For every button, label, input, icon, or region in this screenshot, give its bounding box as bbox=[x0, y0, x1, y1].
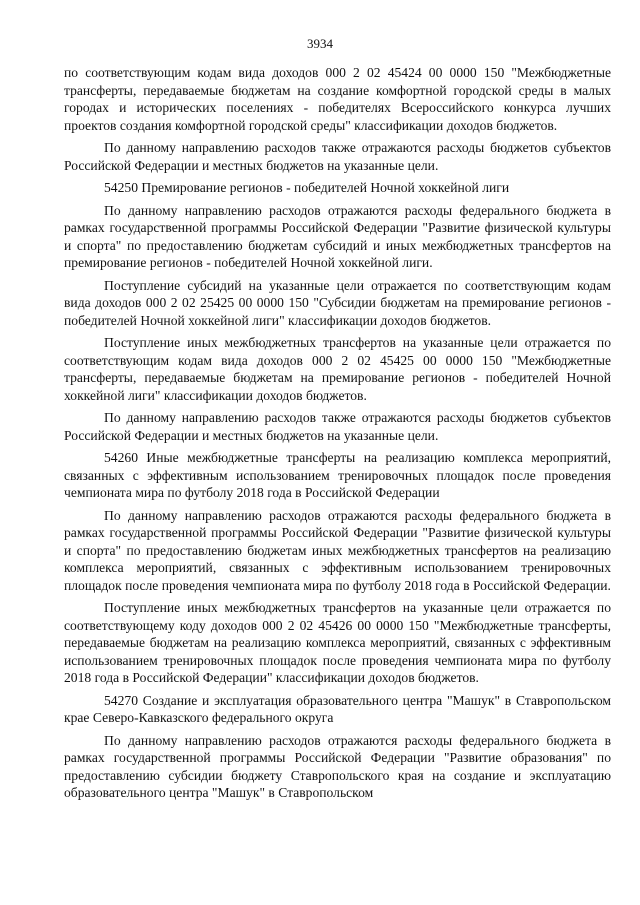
page-number: 3934 bbox=[307, 36, 333, 51]
paragraph-1: по соответствующим кодам вида доходов 000 2 02 45424 00 0000 150 "Межбюджетные трансферты, передаваемые бюджетам на создание комфортной городской среды в малых городах и исторических поселениях - победителях Всероссийского конкурса лучших проектов создания комфортной городской среды" классификации доходов бюджетов. bbox=[64, 65, 611, 133]
paragraph-9: По данному направлению расходов отражаются расходы федерального бюджета в рамках государственной программы Российской Федерации "Развитие физической культуры и спорта" по предоставлению бюджетам иных межбюджетных трансфертов на реализацию комплекса мероприятий, связанных с эффективным использованием тренировочных площадок после проведения чемпионата мира по футболу 2018 года в Российской Федерации. bbox=[64, 507, 611, 593]
paragraph-6: Поступление иных межбюджетных трансфертов на указанные цели отражается по соответствующим кодам вида доходов 000 2 02 45425 00 0000 150 "Межбюджетные трансферты, передаваемые бюджетам на премирование регионов - победителей Ночной хоккейной лиги" классификации доходов бюджетов. bbox=[64, 335, 611, 403]
paragraph-2: По данному направлению расходов также отражаются расходы бюджетов субъектов Российской Федерации и местных бюджетов на указанные цели. bbox=[64, 140, 611, 173]
paragraph-4: По данному направлению расходов отражаются расходы федерального бюджета в рамках государственной программы Российской Федерации "Развитие физической культуры и спорта" по предоставлению бюджетам субсидий и иных межбюджетных трансфертов на премирование регионов - победителей Ночной хоккейной лиги. bbox=[64, 202, 611, 270]
section-heading-54270: 54270 Создание и эксплуатация образовательного центра "Машук" в Ставропольском крае Северо-Кавказского федерального округа bbox=[64, 692, 611, 725]
section-heading-54250: 54250 Премирование регионов - победителей Ночной хоккейной лиги bbox=[104, 180, 510, 195]
section-heading-54260: 54260 Иные межбюджетные трансферты на реализацию комплекса мероприятий, связанных с эффективным использованием тренировочных площадок после проведения чемпионата мира по футболу 2018 года в Российской Федерации bbox=[64, 450, 611, 500]
document-body bbox=[64, 64, 611, 807]
paragraph-5: Поступление субсидий на указанные цели отражается по соответствующим кодам вида доходов 000 2 02 25425 00 0000 150 "Субсидии бюджетам на премирование регионов - победителей Ночной хоккейной лиги" классификации доходов бюджетов. bbox=[64, 277, 611, 328]
paragraph-12: По данному направлению расходов отражаются расходы федерального бюджета в рамках государственной программы Российской Федерации "Развитие образования" по предоставлению субсидии бюджету Ставропольского края на создание и эксплуатацию образовательного центра "Машук" в Ставропольском bbox=[64, 732, 611, 800]
paragraph-7: По данному направлению расходов также отражаются расходы бюджетов субъектов Российской Федерации и местных бюджетов на указанные цели. bbox=[64, 410, 611, 443]
paragraph-10: Поступление иных межбюджетных трансфертов на указанные цели отражается по соответствующему коду доходов 000 2 02 45426 00 0000 150 "Межбюджетные трансферты, передаваемые бюджетам на реализацию комплекса мероприятий, связанных с эффективным использованием тренировочных площадок после проведения чемпионата мира по футболу 2018 года в Российской Федерации" классификации доходов бюджетов. bbox=[64, 600, 611, 685]
